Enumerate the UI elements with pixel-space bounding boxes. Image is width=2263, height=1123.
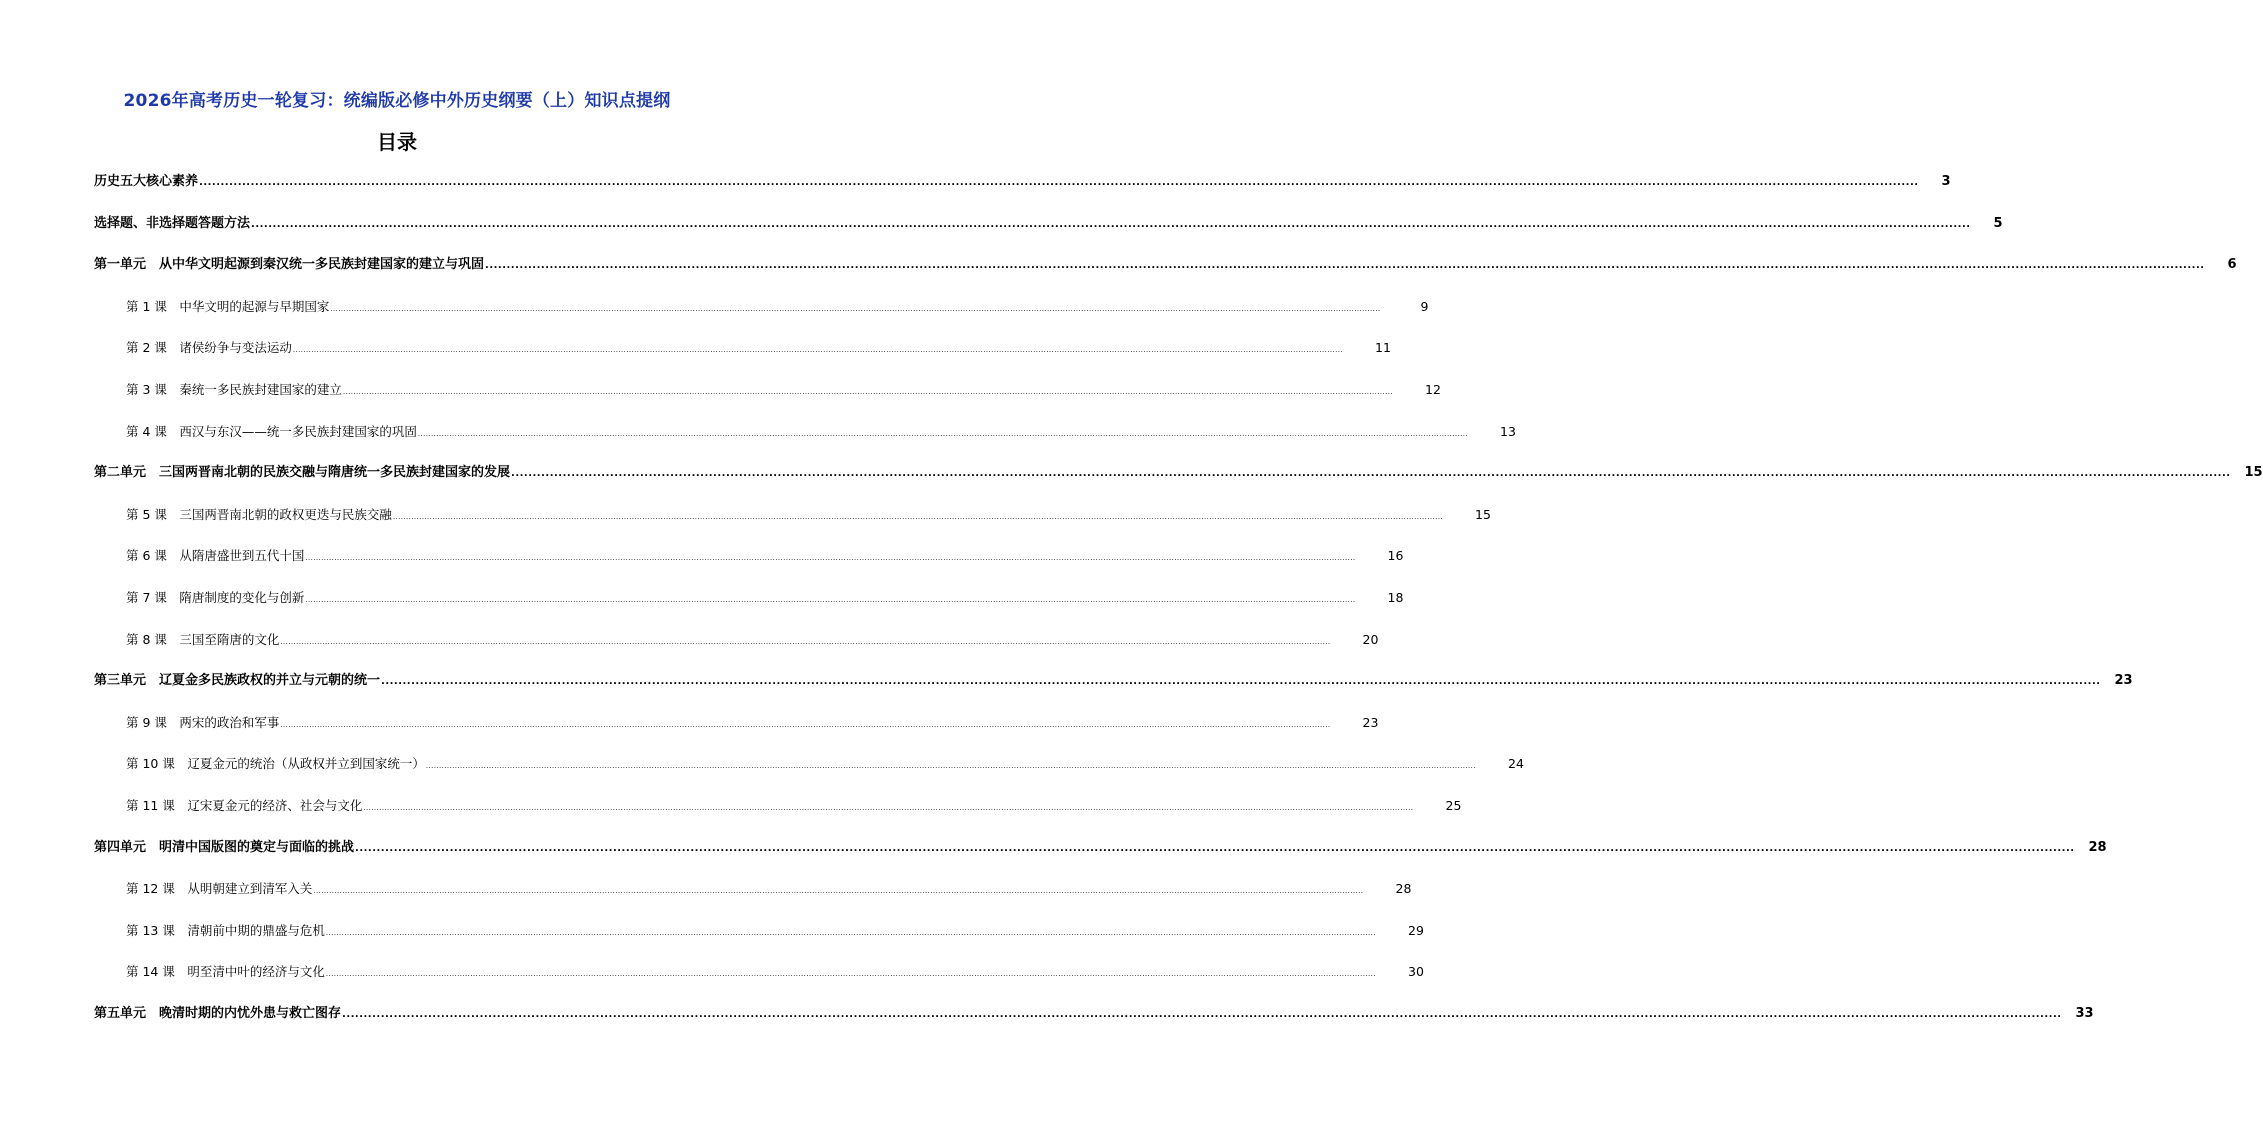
toc-entry-label: 第 7 课 隋唐制度的变化与创新 [126,590,305,605]
toc-entry-lesson[interactable] [126,338,1391,358]
toc-entry-unit[interactable] [94,1004,2094,1024]
toc-entry-label: 第 8 课 三国至隋唐的文化 [126,632,280,647]
toc-dot-leader: ................................................................................................................................................................................................................................................................................................................................................................................................................ [305,554,1356,562]
toc-dot-leader: ................................................................................................................................................................................................................................................................................................................................................................................................................ [292,346,1343,354]
toc-entry-page-number: 23 [2114,673,2133,688]
toc-dot-leader: ................................................................................................................................................................................................................................................................................................................................................................................................................ [363,804,1414,812]
toc-entry-page-number: 12 [1425,382,1441,397]
toc-dot-leader: ................................................................................................................................................................................................................................................................................................................................................................................................................ [280,638,1331,646]
toc-entry-page-number: 11 [1375,340,1391,355]
toc-entry-unit[interactable] [94,671,2133,691]
toc-dot-leader: ................................................................................................................................................................................................................................................................................................................................................................................................................ [251,219,1971,230]
toc-entry-page-number: 13 [1500,424,1516,439]
toc-entry-lesson[interactable] [126,422,1516,442]
toc-dot-leader: ................................................................................................................................................................................................................................................................................................................................................................................................................ [199,177,1919,188]
toc-entry-page-number: 18 [1387,590,1404,605]
toc-entry-lesson[interactable] [126,380,1441,400]
toc-entry-lesson[interactable] [126,588,1404,608]
toc-entry-label: 第 3 课 秦统一多民族封建国家的建立 [126,382,342,397]
toc-entry-page-number: 29 [1408,923,1424,938]
toc-entry-page-number: 23 [1362,715,1379,730]
toc-entry-lesson[interactable] [126,630,1379,650]
toc-entry-label: 第 2 课 诸侯纷争与变法运动 [126,340,292,355]
toc-entry-label: 第 11 课 辽宋夏金元的经济、社会与文化 [126,798,363,813]
toc-entry-unit[interactable] [94,172,1951,192]
toc-entry-label: 第 9 课 两宋的政治和军事 [126,715,280,730]
toc-dot-leader: ................................................................................................................................................................................................................................................................................................................................................................................................................ [381,676,2101,687]
toc-entry-page-number: 28 [2088,840,2107,855]
toc-entry-page-number: 16 [1387,548,1404,563]
toc-entry-label: 第 6 课 从隋唐盛世到五代十国 [126,548,305,563]
toc-dot-leader: ................................................................................................................................................................................................................................................................................................................................................................................................................ [330,305,1381,313]
toc-entry-page-number: 25 [1445,798,1462,813]
toc-entry-lesson[interactable] [126,713,1379,733]
toc-dot-leader: ................................................................................................................................................................................................................................................................................................................................................................................................................ [325,970,1376,978]
toc-dot-leader: ................................................................................................................................................................................................................................................................................................................................................................................................................ [305,596,1356,604]
toc-dot-leader: ................................................................................................................................................................................................................................................................................................................................................................................................................ [392,513,1443,521]
toc-entry-label: 第 5 课 三国两晋南北朝的政权更迭与民族交融 [126,507,392,522]
toc-entry-lesson[interactable] [126,505,1491,525]
toc-entry-label: 第五单元 晚清时期的内忧外患与救亡图存 [94,1006,342,1021]
toc-dot-leader: ................................................................................................................................................................................................................................................................................................................................................................................................................ [280,721,1331,729]
toc-entry-label: 第三单元 辽夏金多民族政权的并立与元朝的统一 [94,673,381,688]
toc-entry-page-number: 15 [1475,507,1491,522]
toc-entry-lesson[interactable] [126,879,1412,899]
toc-entry-page-number: 15 [2244,465,2263,480]
toc-entry-label: 历史五大核心素养 [94,174,199,189]
toc-entry-label: 选择题、非选择题答题方法 [94,216,251,231]
toc-entry-unit[interactable] [94,255,2237,275]
toc-entry-lesson[interactable] [126,921,1424,941]
toc-entry-unit[interactable] [94,214,2003,234]
toc-entry-label: 第 14 课 明至清中叶的经济与文化 [126,964,325,979]
toc-entry-label: 第 13 课 清朝前中期的鼎盛与危机 [126,923,325,938]
toc-dot-leader: ................................................................................................................................................................................................................................................................................................................................................................................................................ [425,762,1476,770]
toc-entry-label: 第 10 课 辽夏金元的统治（从政权并立到国家统一） [126,756,425,771]
toc-entry-page-number: 20 [1362,632,1379,647]
toc-dot-leader: ................................................................................................................................................................................................................................................................................................................................................................................................................ [511,468,2231,479]
toc-dot-leader: ................................................................................................................................................................................................................................................................................................................................................................................................................ [313,887,1364,895]
toc-entry-label: 第四单元 明清中国版图的奠定与面临的挑战 [94,840,355,855]
toc-entry-page-number: 5 [1993,216,2003,231]
toc-entry-label: 第 12 课 从明朝建立到清军入关 [126,881,313,896]
toc-entry-lesson[interactable] [126,754,1524,774]
toc-entry-label: 第 4 课 西汉与东汉——统一多民族封建国家的巩固 [126,424,417,439]
toc-entry-page-number: 3 [1941,174,1951,189]
toc-entry-label: 第 1 课 中华文明的起源与早期国家 [126,299,330,314]
toc-dot-leader: ................................................................................................................................................................................................................................................................................................................................................................................................................ [342,388,1393,396]
toc-dot-leader: ................................................................................................................................................................................................................................................................................................................................................................................................................ [485,260,2205,271]
toc-entry-page-number: 33 [2075,1006,2094,1021]
toc-entry-page-number: 28 [1395,881,1412,896]
toc-entry-lesson[interactable] [126,962,1424,982]
toc-dot-leader: ................................................................................................................................................................................................................................................................................................................................................................................................................ [342,1009,2062,1020]
toc-heading: 目录 [377,130,417,154]
toc-dot-leader: ................................................................................................................................................................................................................................................................................................................................................................................................................ [355,843,2075,854]
toc-entry-lesson[interactable] [126,546,1404,566]
toc-entry-unit[interactable] [94,838,2107,858]
toc-entry-page-number: 30 [1408,964,1424,979]
document-title: 2026年高考历史一轮复习：统编版必修中外历史纲要（上）知识点提纲 [123,91,671,111]
toc-entry-label: 第一单元 从中华文明起源到秦汉统一多民族封建国家的建立与巩固 [94,257,485,272]
toc-dot-leader: ................................................................................................................................................................................................................................................................................................................................................................................................................ [325,929,1376,937]
toc-entry-label: 第二单元 三国两晋南北朝的民族交融与隋唐统一多民族封建国家的发展 [94,465,511,480]
toc-entry-page-number: 6 [2227,257,2237,272]
toc-entry-lesson[interactable] [126,297,1429,317]
toc-entry-lesson[interactable] [126,796,1462,816]
toc-entry-unit[interactable] [94,463,2263,483]
toc-entry-page-number: 24 [1508,756,1524,771]
toc-entry-page-number: 9 [1420,299,1429,314]
toc-dot-leader: ................................................................................................................................................................................................................................................................................................................................................................................................................ [417,430,1468,438]
